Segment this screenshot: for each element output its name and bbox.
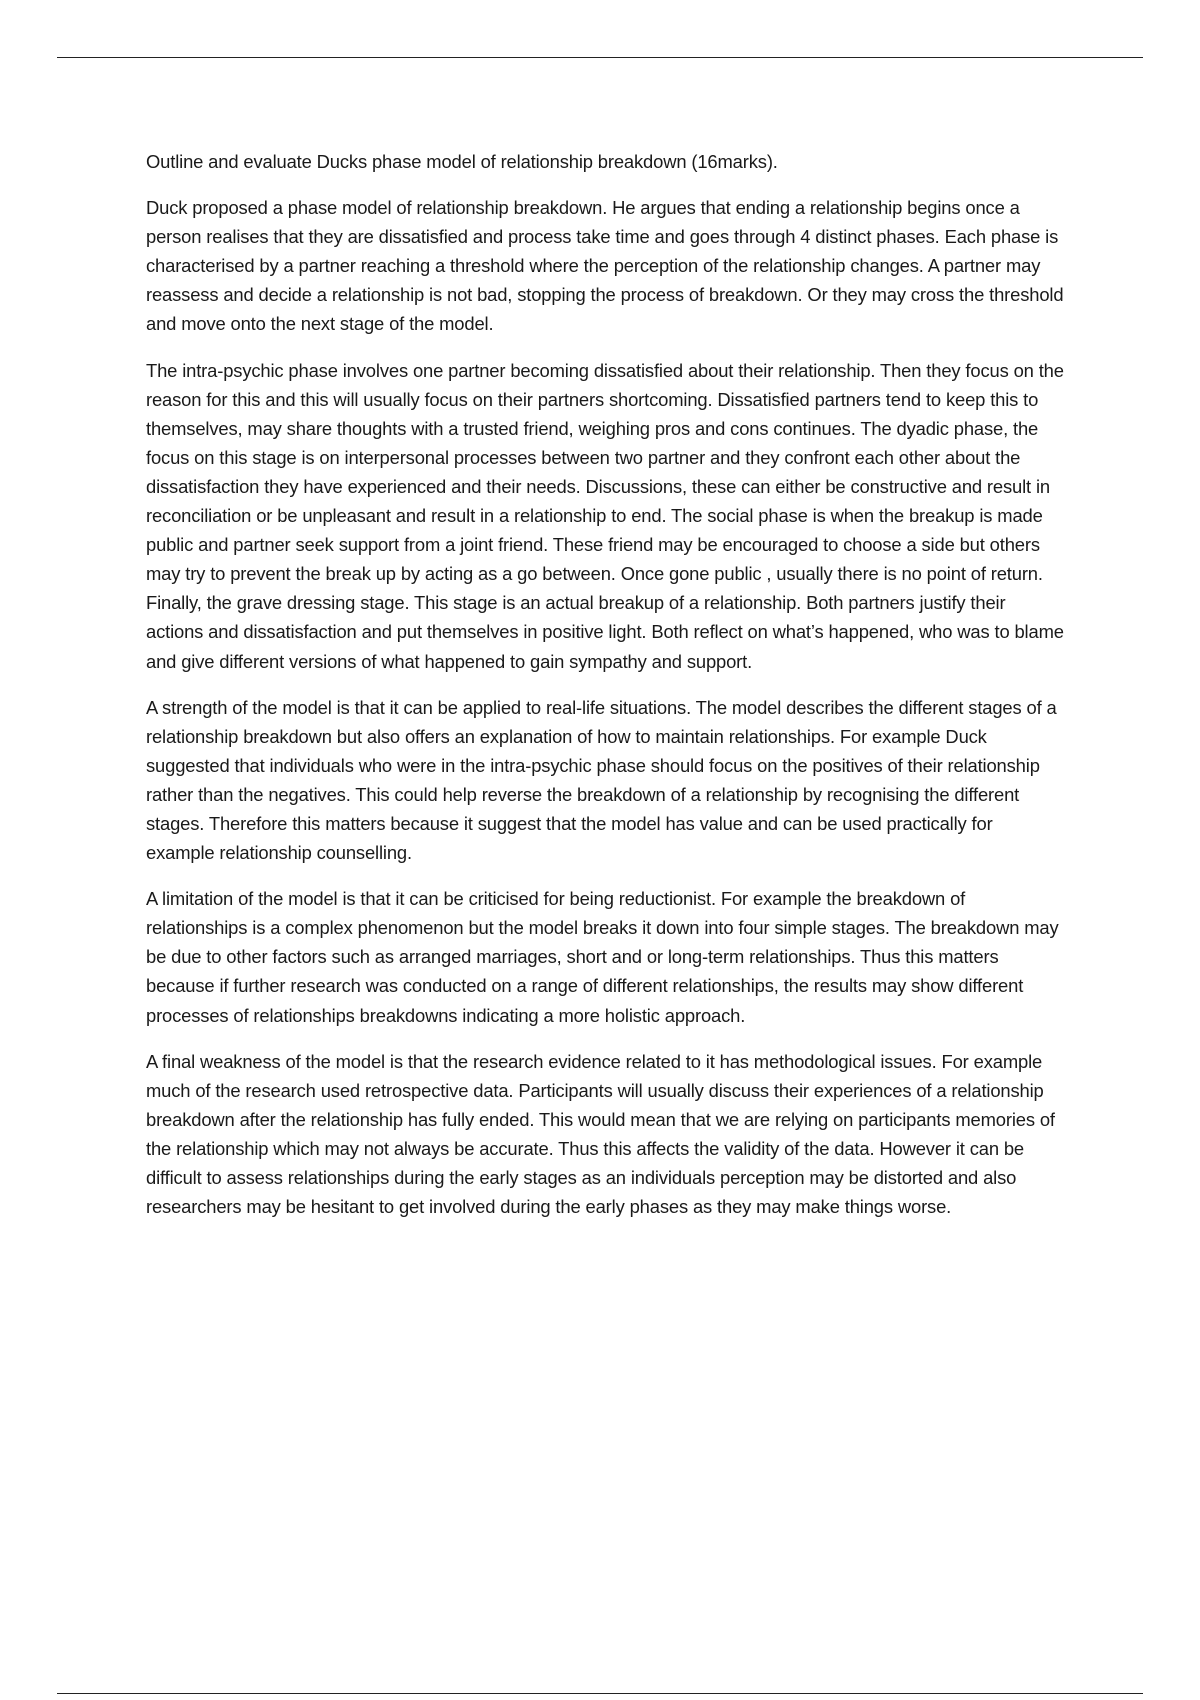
essay-question: Outline and evaluate Ducks phase model of relationship breakdown (16marks). [146,151,778,172]
paragraph-weakness: A final weakness of the model is that the research evidence related to it has methodological issues. For example much of the research used retrospective data. Participants will usually discuss their experiences of a relationship breakdown after the relationship has fully ended. This would mean that we are relying on participants memories of the relationship which may not always be accurate. Thus this affects the validity of the data. However it can be difficult to assess relationships during the early stages as an individuals perception may be distorted and also researchers may be hesitant to get involved during the early phases as they may make things worse. [146,1050,1055,1218]
paragraph-strength: A strength of the model is that it can be applied to real-life situations. The model describes the different stages of a relationship breakdown but also offers an explanation of how to maintain relationships. For example Duck suggested that individuals who were in the intra-psychic phase should focus on the positives of their relationship rather than the negatives. This could help reverse the breakdown of a relationship by recognising the different stages. Therefore this matters because it suggest that the model has value and can be used practically for example relationship counselling. [146,696,1057,864]
document-body [146,147,1064,1238]
paragraph-phases: The intra-psychic phase involves one partner becoming dissatisfied about their relationship. Then they focus on the reason for this and this will usually focus on their partners shortcoming. Dissatisfied partners tend to keep this to themselves, may share thoughts with a trusted friend, weighing pros and cons continues. The dyadic phase, the focus on this stage is on interpersonal processes between two partner and they confront each other about the dissatisfaction they have experienced and their needs. Discussions, these can either be constructive and result in reconciliation or be unpleasant and result in a relationship to end. The social phase is when the breakup is made public and partner seek support from a joint friend. These friend may be encouraged to choose a side but others may try to prevent the break up by acting as a go between. Once gone public , usually there is no point of return. Finally, the grave dressing stage. This stage is an actual breakup of a relationship. Both partners justify their actions and dissatisfaction and put themselves in positive light. Both reflect on what’s happened, who was to blame and give different versions of what happened to gain sympathy and support. [146,359,1064,672]
header-rule [57,57,1143,58]
paragraph-limitation: A limitation of the model is that it can be criticised for being reductionist. For example the breakdown of relationships is a complex phenomenon but the model breaks it down into four simple stages. The breakdown may be due to other factors such as arranged marriages, short and or long-term relationships. Thus this matters because if further research was conducted on a range of different relationships, the results may show different processes of relationships breakdowns indicating a more holistic approach. [146,888,1059,1026]
footer-rule [57,1693,1143,1694]
paragraph-introduction: Duck proposed a phase model of relationship breakdown. He argues that ending a relationship begins once a person realises that they are dissatisfied and process take time and goes through 4 distinct phases. Each phase is characterised by a partner reaching a threshold where the perception of the relationship changes. A partner may reassess and decide a relationship is not bad, stopping the process of breakdown. Or they may cross the threshold and move onto the next stage of the model. [146,197,1064,335]
